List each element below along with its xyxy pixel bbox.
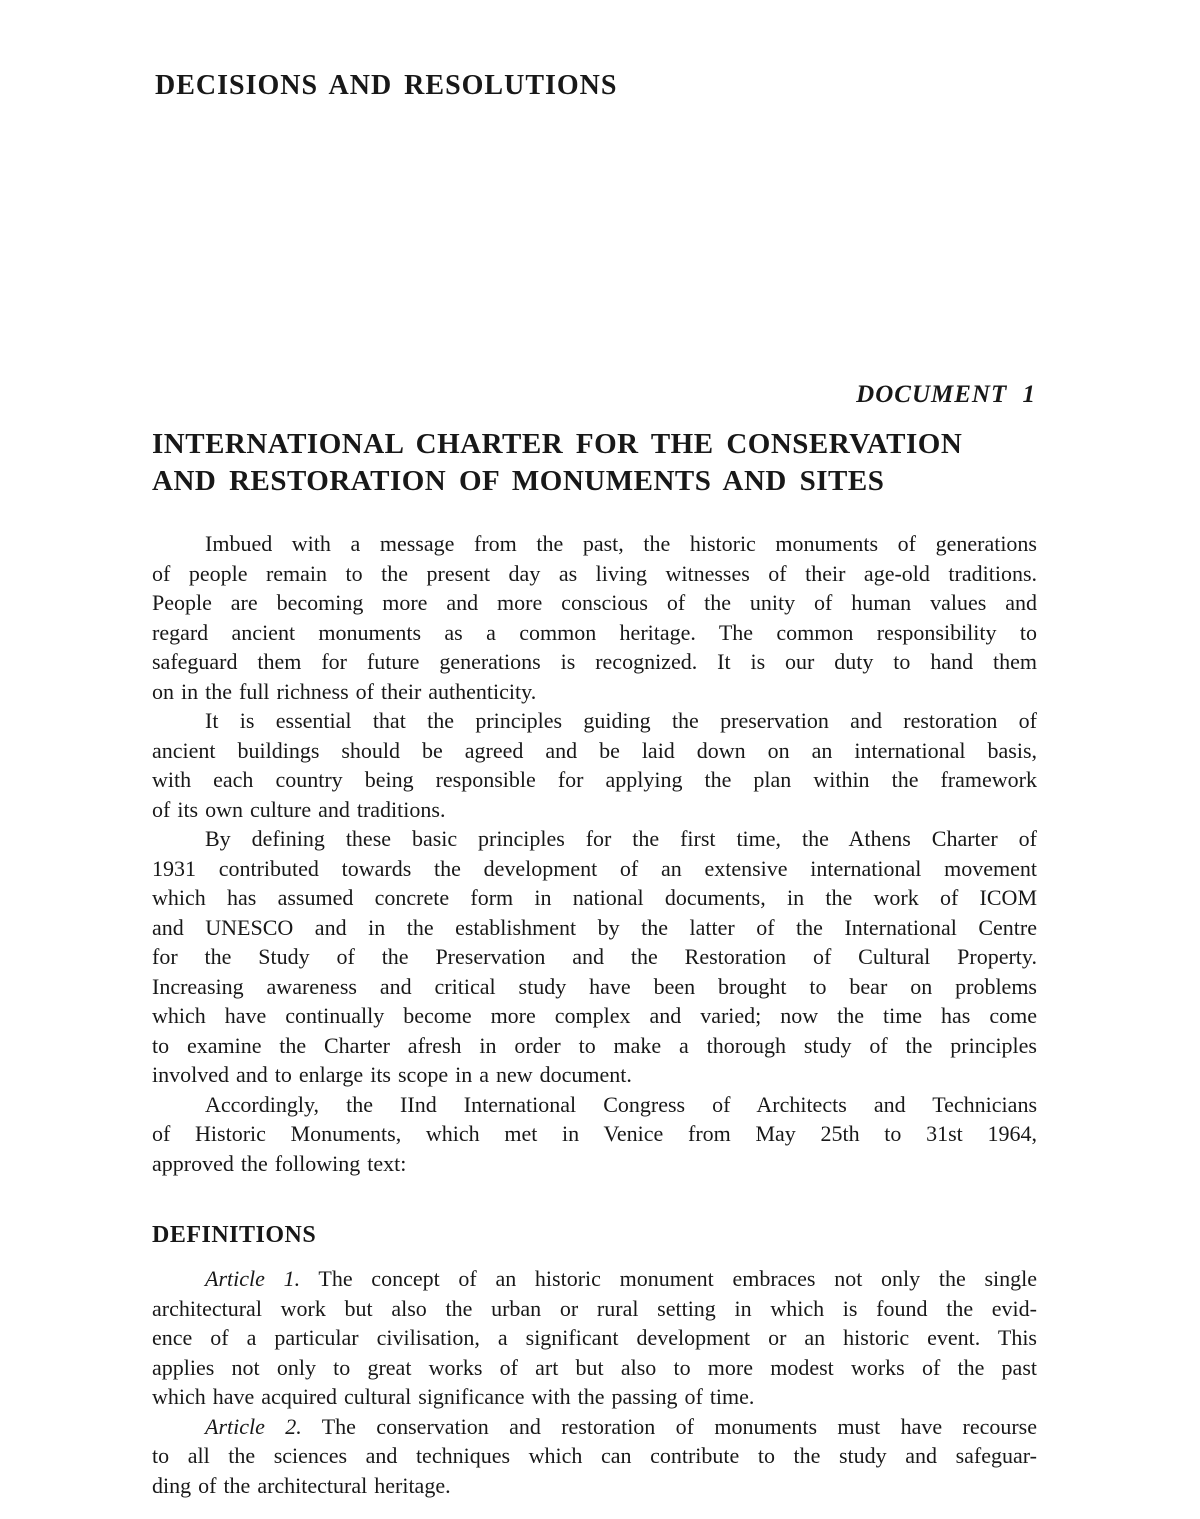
title-line-2: AND RESTORATION OF MONUMENTS AND SITES: [152, 465, 885, 497]
text-line: Accordingly, the IInd International Congress of Architects and Technicians: [205, 1091, 1037, 1117]
paragraph: [152, 1264, 1037, 1412]
page-header: DECISIONS AND RESOLUTIONS: [155, 70, 618, 101]
text-line: ence of a particular civilisation, a significant development or an historic event. This: [152, 1325, 1037, 1350]
text-line: By defining these basic principles for the first time, the Athens Charter of: [205, 826, 1037, 851]
article-label: Article 1.: [205, 1266, 301, 1291]
text-line: of Historic Monuments, which met in Venice from May 25th to 31st 1964,: [152, 1121, 1037, 1146]
text-line: which has assumed concrete form in national documents, in the work of ICOM: [152, 885, 1037, 910]
text-line: ancient buildings should be agreed and be laid down on an international basis,: [152, 737, 1037, 763]
document-body: [152, 529, 1037, 1500]
section-heading: DEFINITIONS: [152, 1222, 317, 1248]
paragraph: [152, 1412, 1037, 1501]
document-label: DOCUMENT 1: [856, 381, 1036, 408]
text-line: with each country being responsible for applying the plan within the framework: [152, 767, 1037, 792]
text-line: to examine the Charter afresh in order to make a thorough study of the principles: [152, 1032, 1037, 1058]
article-label: Article 2.: [205, 1413, 302, 1439]
text-line: which have acquired cultural significance with the passing of time.: [152, 1384, 755, 1409]
title-line-1: INTERNATIONAL CHARTER FOR THE CONSERVATION: [152, 428, 963, 460]
text-line: applies not only to great works of art but also to more modest works of the past: [152, 1354, 1037, 1380]
text-line: regard ancient monuments as a common heritage. The common responsibility to: [152, 619, 1037, 645]
text-line: It is essential that the principles guiding the preservation and restoration of: [205, 708, 1037, 733]
text-line: for the Study of the Preservation and the Restoration of Cultural Property.: [152, 944, 1037, 969]
text-line: Article 2. The conservation and restoration of monuments must have recourse: [205, 1413, 1037, 1439]
text-line: Increasing awareness and critical study have been brought to bear on problems: [152, 973, 1037, 999]
paragraph: [152, 824, 1037, 1090]
text-line: 1931 contributed towards the development of an extensive international movement: [152, 855, 1037, 881]
text-line: People are becoming more and more conscious of the unity of human values and: [152, 590, 1037, 615]
paragraph: [152, 1090, 1037, 1179]
text-line: ding of the architectural heritage.: [152, 1472, 451, 1498]
text-line: safeguard them for future generations is recognized. It is our duty to hand them: [152, 649, 1037, 674]
text-line: involved and to enlarge its scope in a new document.: [152, 1062, 632, 1087]
paragraph: [152, 706, 1037, 824]
text-line: to all the sciences and techniques which can contribute to the study and safeguar-: [152, 1443, 1037, 1468]
text-line: of its own culture and traditions.: [152, 796, 446, 822]
text-line: on in the full richness of their authenticity.: [152, 678, 537, 704]
text-line: of people remain to the present day as living witnesses of their age-old traditions.: [152, 560, 1037, 586]
paragraph: [152, 529, 1037, 706]
text-line: Imbued with a message from the past, the historic monuments of generations: [205, 531, 1037, 556]
text-line: and UNESCO and in the establishment by the latter of the International Centre: [152, 914, 1037, 940]
text-line: which have continually become more complex and varied; now the time has come: [152, 1003, 1037, 1028]
text-line: approved the following text:: [152, 1150, 407, 1176]
text-line: architectural work but also the urban or rural setting in which is found the evid-: [152, 1295, 1037, 1321]
text-line: Article 1. The concept of an historic monument embraces not only the single: [205, 1266, 1037, 1291]
document-title: [152, 426, 1052, 500]
